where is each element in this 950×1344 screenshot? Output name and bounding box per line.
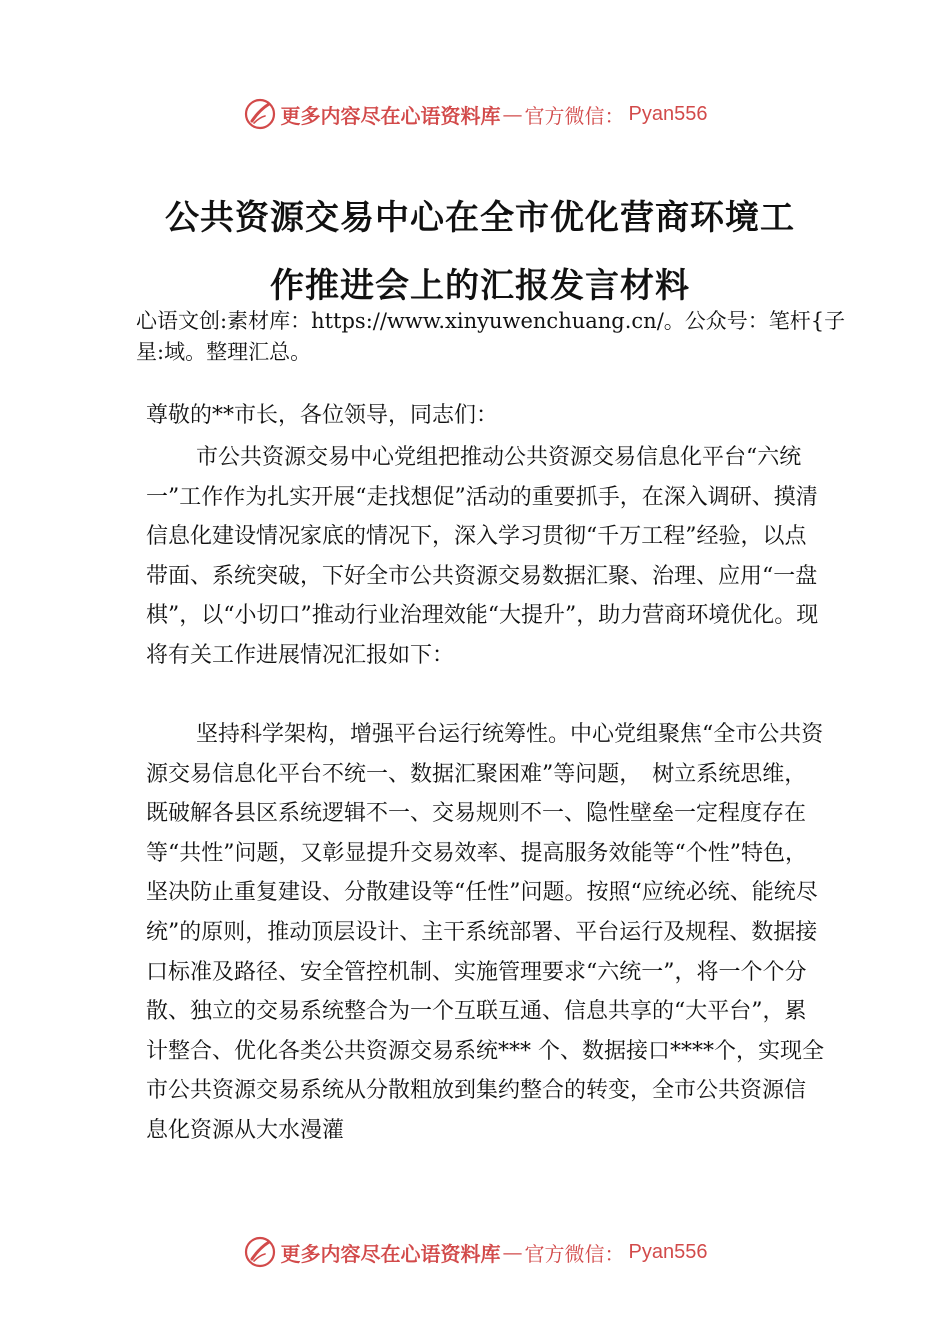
watermark-wechat-id: Pyan556 — [628, 1240, 708, 1263]
document-title-line2: 作推进会上的汇报发言材料 — [270, 266, 690, 306]
paragraph-2: 坚持科学架构，增强平台运行统筹性。中心党组聚焦“全市公共资源交易信息化平台不统一、数据汇聚困难”等问题， 树立系统思维，既破解各县区系统逻辑不一、交易规则不一、隐性壁垒一定程度存在等“共性”问题，又彰显提升交易效率、提高服务效能等“个性”特色，坚决防止重复建设、分散建设等“任性”问题。按照“应统必统、能统尽统”的原则，推动顶层设计、主干系统部署、平台运行及规程、数据接口标准及路径、安全管控机制、实施管理要求“六统一”，将一个个分散、独立的交易系统整合为一个互联互通、信息共享的“大平台”，累计整合、优化各类公共资源交易系统*** 个、数据接口****个，实现全市公共资源交易系统从分散粗放到集约整合的转变，全市公共资源信息化资源从大水漫灌 — [146, 722, 824, 1143]
watermark-wechat-label: 官方微信： — [524, 1241, 625, 1266]
watermark-text: 更多内容尽在心语资料库 — [280, 1241, 501, 1266]
footer-watermark — [0, 1232, 950, 1272]
watermark-dash: — — [502, 102, 523, 126]
source-note: 心语文创:素材库：https://www.xinyuwenchuang.cn/。公众号：笔杆{子星:域。整理汇总。 — [136, 309, 846, 364]
watermark-dash: — — [502, 1240, 523, 1264]
brush-logo-icon — [243, 97, 277, 131]
watermark-text: 更多内容尽在心语资料库 — [280, 103, 501, 128]
watermark-wechat-id: Pyan556 — [628, 102, 708, 125]
document-title-line1: 公共资源交易中心在全市优化营商环境工 — [165, 198, 795, 238]
header-watermark — [0, 94, 950, 134]
brush-logo-icon — [243, 1235, 277, 1269]
salutation: 尊敬的**市长，各位领导，同志们： — [146, 403, 499, 428]
watermark-wechat-label: 官方微信： — [524, 103, 625, 128]
paragraph-1: 市公共资源交易中心党组把推动公共资源交易信息化平台“六统一”工作作为扎实开展“走找想促”活动的重要抓手，在深入调研、摸清信息化建设情况家底的情况下，深入学习贯彻“千万工程”经验，以点带面、系统突破，下好全市公共资源交易数据汇聚、治理、应用“一盘棋”，以“小切口”推动行业治理效能“大提升”，助力营商环境优化。现将有关工作进展情况汇报如下： — [146, 445, 819, 668]
